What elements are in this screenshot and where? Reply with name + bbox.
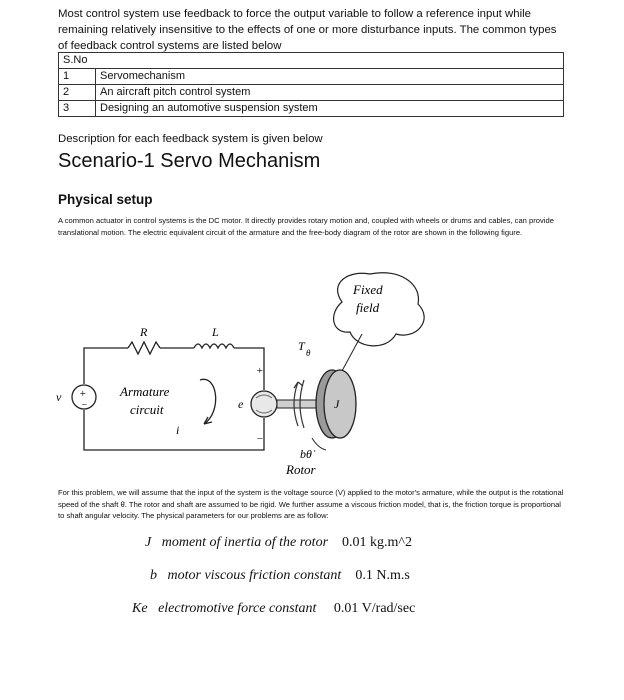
circuit-wire-top-left bbox=[84, 348, 128, 384]
parameter-row bbox=[145, 535, 412, 551]
param-symbol: b bbox=[150, 568, 157, 583]
param-value: 0.1 N.m.s bbox=[355, 568, 410, 583]
row-system-name: Designing an automotive suspension system bbox=[96, 101, 564, 117]
inertia-label: J bbox=[334, 397, 340, 411]
emf-plus-sign: + bbox=[256, 365, 264, 377]
intro-paragraph: Most control system use feedback to force the output variable to follow a reference input while remaining relatively insensitive to the effects of one or more disturbance inputs. The common types of feedback control systems are listed below bbox=[58, 8, 557, 52]
table-row bbox=[59, 69, 564, 85]
circuit-wire-bottom bbox=[84, 410, 264, 450]
problem-assumptions-paragraph: For this problem, we will assume that the input of the system is the voltage source (V) applied to the motor's armature, while the output is the rotational speed of the shaft θ̇. The rotor and shaft are assumed to be rigid. We further assume a viscous friction model, that is, the friction torque is proportional to shaft angular velocity. The physical parameters for our problems are as follow: bbox=[58, 488, 564, 520]
parameter-row bbox=[150, 568, 410, 584]
torque-label: T bbox=[298, 339, 305, 353]
row-number: 2 bbox=[59, 85, 96, 101]
rotor-disk-front bbox=[324, 370, 356, 438]
param-description: moment of inertia of the rotor bbox=[161, 535, 329, 550]
description-intro: Description for each feedback system is given below bbox=[58, 133, 323, 145]
table-row bbox=[59, 85, 564, 101]
row-system-name: Servomechanism bbox=[96, 69, 564, 85]
physical-setup-heading: Physical setup bbox=[58, 192, 153, 207]
row-system-name: An aircraft pitch control system bbox=[96, 85, 564, 101]
source-label: v bbox=[56, 390, 62, 404]
scenario-title: Scenario-1 Servo Mechanism bbox=[58, 150, 321, 172]
feedback-systems-table bbox=[58, 52, 564, 117]
table-header-sno: S.No bbox=[59, 53, 564, 69]
parameter-row bbox=[132, 601, 415, 617]
param-symbol: Ke bbox=[132, 601, 148, 616]
torque-subscript: θ bbox=[306, 348, 311, 358]
emf-label: e bbox=[238, 397, 244, 411]
emf-minus-sign: − bbox=[256, 433, 264, 445]
source-minus-sign: − bbox=[81, 400, 88, 411]
row-number: 1 bbox=[59, 69, 96, 85]
rotor-label: Rotor bbox=[286, 462, 316, 477]
param-description: motor viscous friction constant bbox=[167, 568, 342, 583]
table-row bbox=[59, 101, 564, 117]
circuit-label: circuit bbox=[130, 402, 164, 417]
source-plus-sign: + bbox=[79, 388, 87, 400]
damping-arc bbox=[312, 438, 326, 450]
current-label: i bbox=[176, 423, 180, 437]
fixed-label: Fixed bbox=[353, 282, 383, 297]
damping-label: bθ̇ bbox=[300, 447, 312, 461]
inductor-label: L bbox=[212, 325, 219, 339]
field-label: field bbox=[356, 300, 380, 315]
dc-motor-figure bbox=[50, 262, 570, 482]
armature-label: Armature bbox=[120, 384, 170, 399]
row-number: 3 bbox=[59, 101, 96, 117]
param-value: 0.01 kg.m^2 bbox=[342, 535, 412, 550]
inductor-symbol bbox=[194, 344, 234, 348]
param-value: 0.01 V/rad/sec bbox=[333, 601, 416, 616]
resistor-label: R bbox=[140, 325, 148, 339]
param-symbol: J bbox=[145, 535, 152, 550]
table-header-row bbox=[59, 53, 564, 69]
physical-setup-paragraph: A common actuator in control systems is the DC motor. It directly provides rotary motion and, coupled with wheels or drums and cables, can provide translational motion. The electric equivalent circuit of the armature and the free-body diagram of the rotor are shown in the following figure. bbox=[58, 216, 554, 237]
resistor-symbol bbox=[128, 342, 160, 354]
param-description: electromotive force constant bbox=[158, 601, 317, 616]
